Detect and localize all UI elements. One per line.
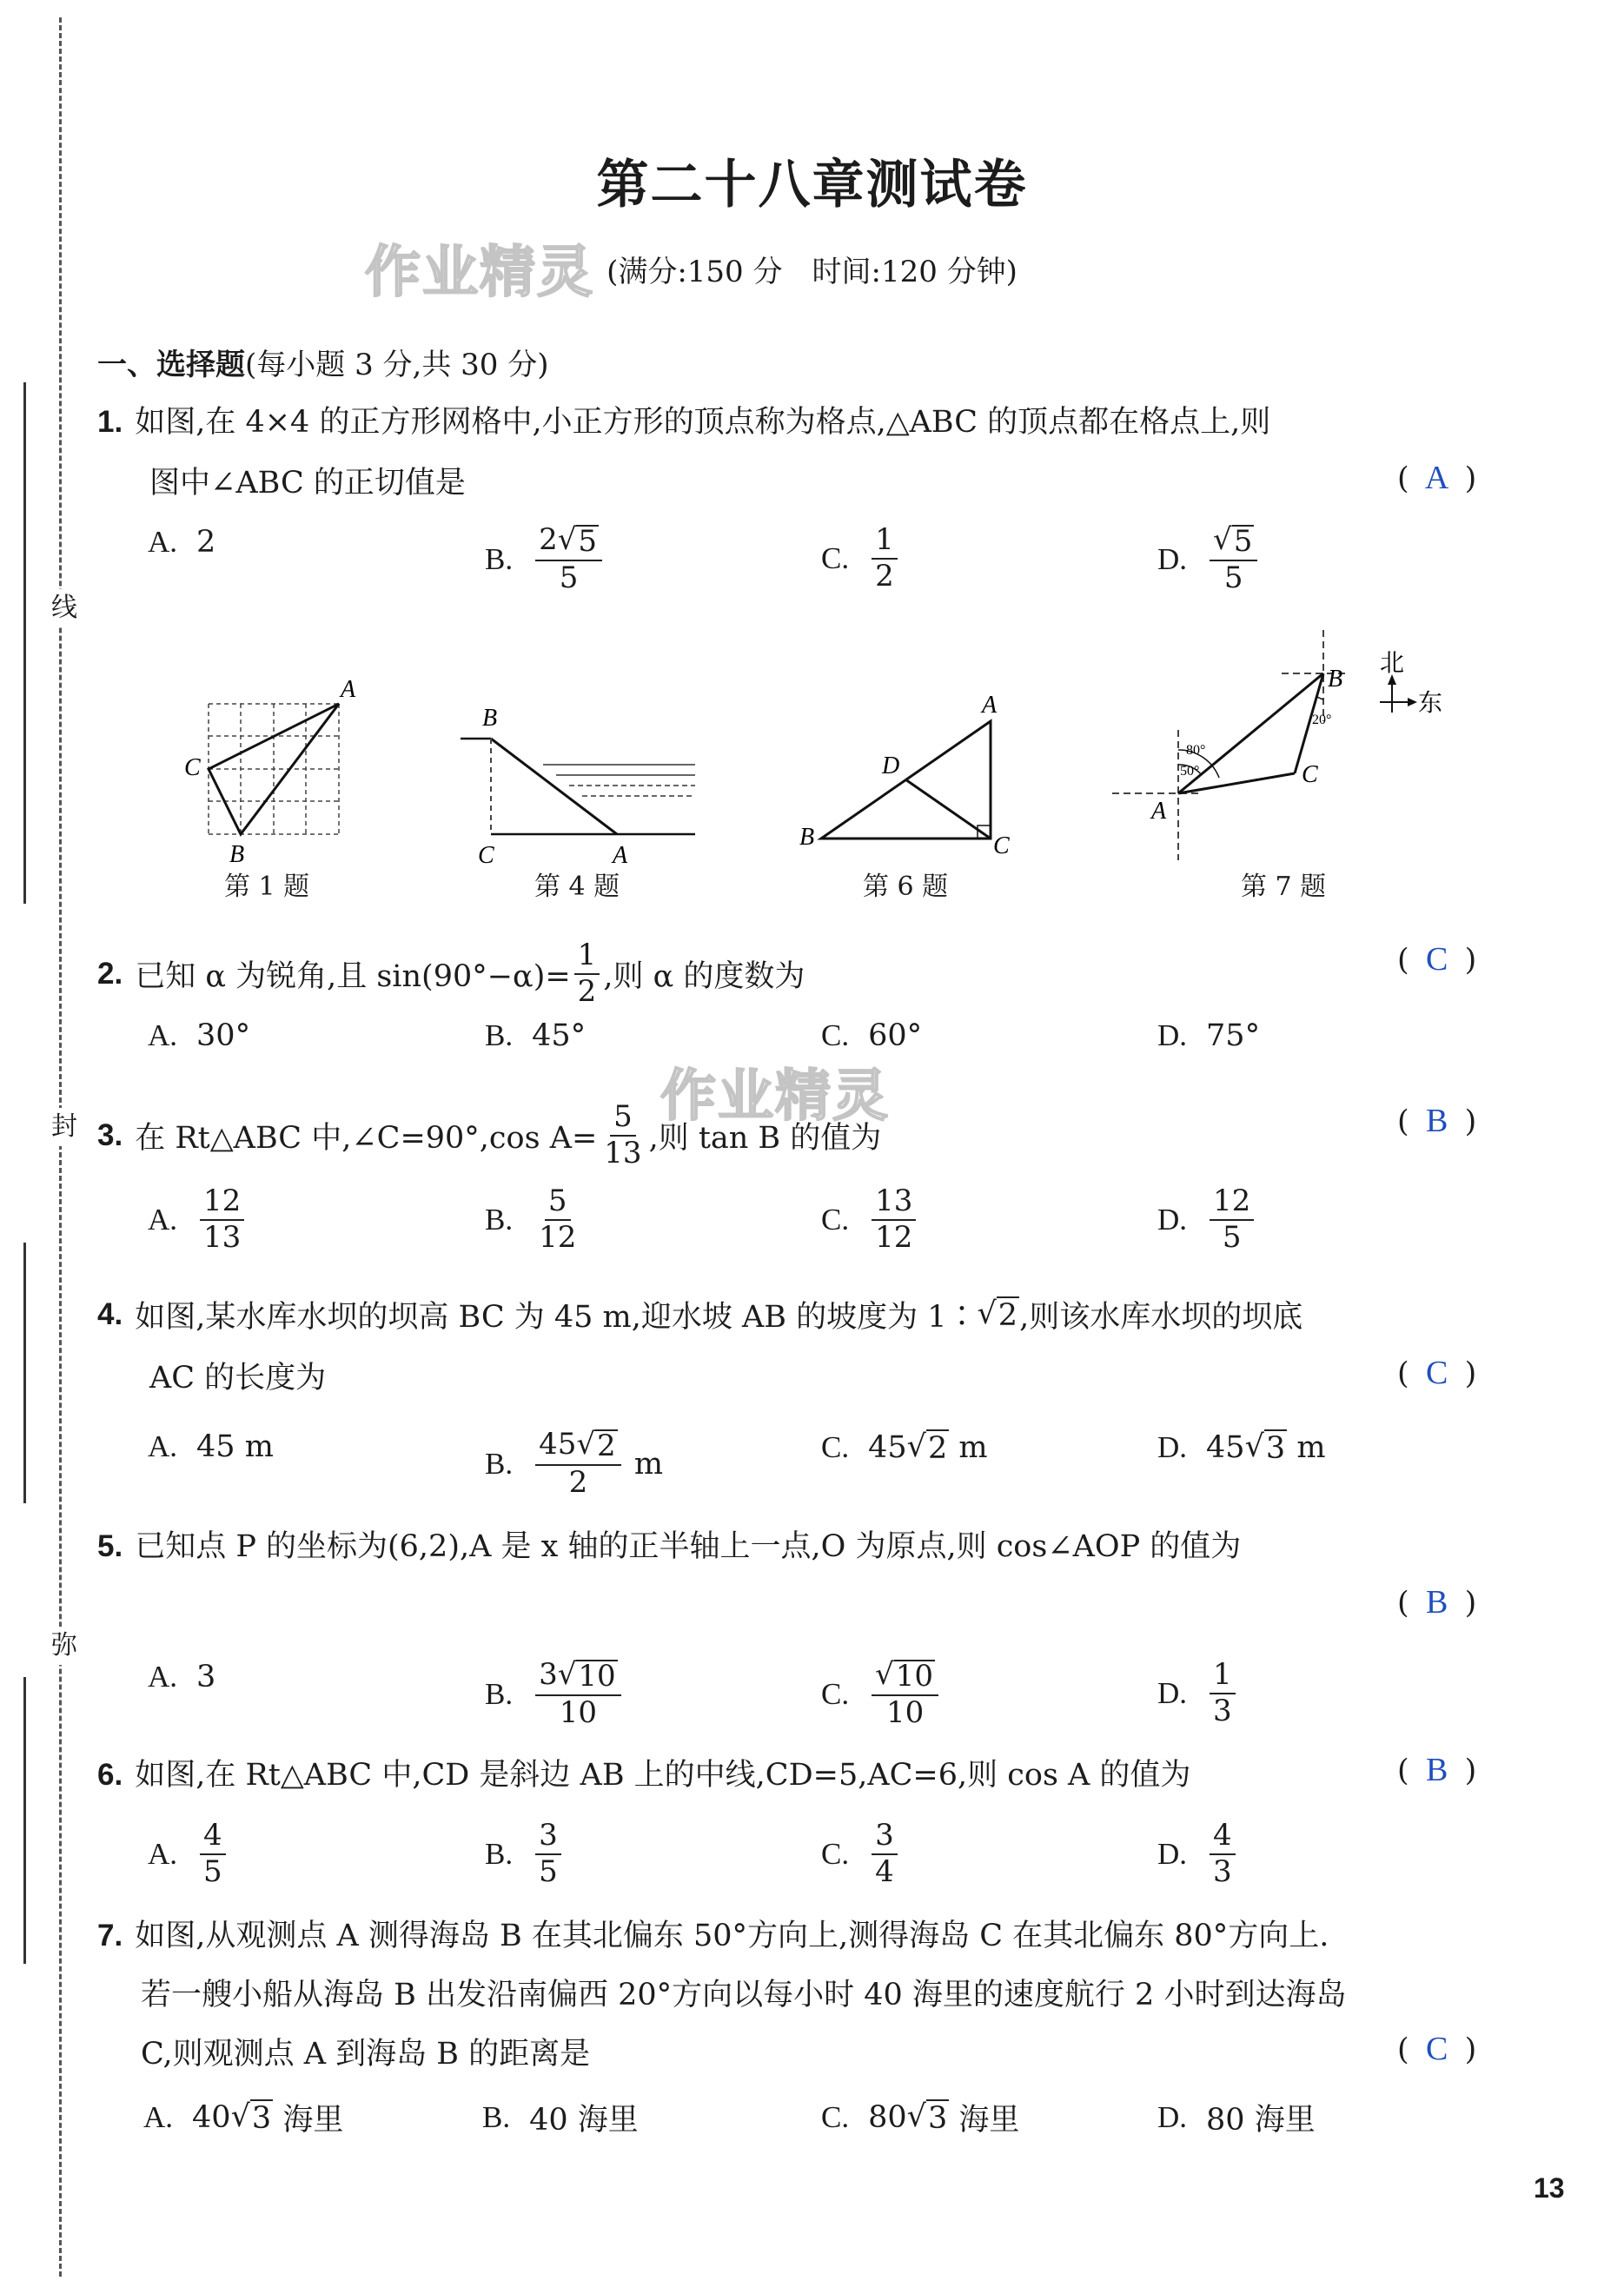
binding-char-close: 弥 <box>45 1627 83 1665</box>
option-d[interactable]: D. $\frac{12}{5}$ <box>1157 1186 1257 1253</box>
binding-solid-line <box>23 1677 26 1964</box>
figure-6 <box>795 686 1021 869</box>
question-7-text <box>97 1912 1329 1955</box>
option-b[interactable]: B. 2 √ 5 5 <box>485 525 606 593</box>
label-b: B <box>482 705 498 732</box>
option-d[interactable]: D. 75° <box>1157 1018 1261 1053</box>
fraction: $\frac{5}{13}$ <box>604 1099 642 1170</box>
figure-1 <box>174 669 374 869</box>
option-b[interactable]: B. 40 海里 <box>482 2100 639 2138</box>
label-d: D <box>882 753 900 779</box>
answer-letter: B <box>1425 1752 1448 1788</box>
answer-bracket: ( B ) <box>1397 1752 1477 1788</box>
question-number: 1. <box>97 405 123 439</box>
east-label: 东 <box>1418 690 1443 717</box>
question-stem-end: ,则 α 的度数为 <box>603 958 805 994</box>
question-number: 5. <box>97 1529 123 1563</box>
option-a[interactable]: A. 45 m <box>148 1429 274 1464</box>
question-stem: 如图,某水库水坝的坝高 BC 为 45 m,迎水坡 AB 的坡度为 1∶ <box>135 1300 978 1335</box>
label-a: A <box>1151 798 1167 825</box>
label-a: A <box>613 842 628 869</box>
question-number: 6. <box>97 1758 123 1792</box>
binding-char-line: 线 <box>45 589 83 627</box>
angle-20: 20° <box>1312 713 1332 727</box>
option-c[interactable]: C. $\frac{3}{4}$ <box>821 1820 901 1887</box>
watermark: 作业精灵 <box>660 1064 890 1129</box>
option-b[interactable]: B. 45 √ 2 2 m <box>485 1427 664 1500</box>
figure-6-caption: 第 6 题 <box>863 872 949 902</box>
question-stem-end: ,则 tan B 的值为 <box>648 1120 882 1156</box>
question-4-text-2: AC 的长度为 <box>149 1361 327 1396</box>
option-c[interactable]: C. $\frac{13}{12}$ <box>821 1186 919 1253</box>
question-stem: 已知 α 为锐角,且 sin(90°−α)= <box>135 958 571 994</box>
question-number: 3. <box>97 1117 123 1152</box>
option-a[interactable]: A. $\frac{4}{5}$ <box>148 1820 229 1887</box>
question-number: 2. <box>97 956 123 991</box>
angle-50: 50° <box>1180 764 1200 779</box>
page-title: 第二十八章测试卷 <box>596 155 1028 215</box>
question-2-text <box>97 940 805 1007</box>
north-label: 北 <box>1380 650 1405 677</box>
answer-bracket: ( B ) <box>1397 1103 1477 1139</box>
label-c: C <box>1302 761 1318 788</box>
answer-bracket: ( C ) <box>1397 2031 1477 2067</box>
answer-letter: B <box>1425 1584 1448 1621</box>
answer-letter: C <box>1425 2031 1448 2067</box>
label-b: B <box>1328 666 1343 693</box>
option-b[interactable]: B. $\frac{3}{5}$ <box>485 1820 565 1887</box>
option-a[interactable]: A. 30° <box>148 1018 251 1053</box>
fraction: √ 5 5 <box>1210 525 1257 593</box>
binding-solid-line <box>23 1243 26 1503</box>
option-a[interactable]: A. $\frac{12}{13}$ <box>148 1186 248 1253</box>
answer-bracket: ( C ) <box>1397 1355 1477 1391</box>
label-c: C <box>184 754 201 781</box>
option-c[interactable]: C. √ 10 10 <box>821 1660 942 1728</box>
option-c[interactable]: C. $\frac{1}{2}$ <box>821 525 901 592</box>
watermark: 作业精灵 <box>365 240 594 305</box>
answer-bracket: ( A ) <box>1397 460 1477 496</box>
page-number: 13 <box>1534 2172 1565 2204</box>
binding-solid-line <box>23 382 26 904</box>
label-c: C <box>993 832 1010 859</box>
option-d[interactable]: D. $\frac{1}{3}$ <box>1157 1660 1239 1727</box>
question-stem: 如图,从观测点 A 测得海岛 B 在其北偏东 50°方向上,测得海岛 C 在其北偏东 80°方向上. <box>135 1919 1329 1953</box>
binding-dashed-line <box>59 17 62 2277</box>
option-c[interactable]: C. 60° <box>821 1018 923 1053</box>
fraction: 2 √ 5 5 <box>535 525 602 593</box>
label-a: A <box>982 692 998 719</box>
question-6-text <box>97 1751 1190 1794</box>
section-label: 一、选择题 <box>97 348 245 382</box>
answer-bracket: ( C ) <box>1397 941 1477 978</box>
question-stem: 如图,在 Rt△ABC 中,CD 是斜边 AB 上的中线,CD=5,AC=6,则 cos A 的值为 <box>135 1758 1191 1793</box>
binding-char-seal: 封 <box>45 1108 83 1146</box>
answer-letter: C <box>1425 941 1448 978</box>
option-b[interactable]: B. $\frac{5}{12}$ <box>485 1183 577 1255</box>
fraction: $\frac{1}{2}$ <box>872 525 898 592</box>
option-b[interactable]: B. 45° <box>485 1018 587 1053</box>
question-4-text <box>97 1293 1303 1336</box>
question-7-text-3: C,则观测点 A 到海岛 B 的距离是 <box>141 2037 591 2072</box>
question-1-text <box>97 398 1270 441</box>
section-heading <box>97 341 548 383</box>
label-b: B <box>229 841 245 868</box>
exam-info: (满分:150 分 时间:120 分钟) <box>607 255 1017 289</box>
answer-letter: A <box>1424 460 1449 496</box>
question-1-text-2: 图中∠ABC 的正切值是 <box>149 466 466 501</box>
question-3-text <box>97 1099 882 1170</box>
question-stem: 如图,在 4×4 的正方形网格中,小正方形的顶点称为格点,△ABC 的顶点都在格点上,则 <box>135 405 1271 440</box>
label-a: A <box>341 676 356 703</box>
option-d[interactable]: D. √ 5 5 <box>1157 525 1261 593</box>
label-b: B <box>799 824 815 851</box>
option-value: 2 <box>196 525 216 560</box>
figure-4 <box>452 695 713 869</box>
sqrt: √ 2 <box>977 1296 1018 1333</box>
question-stem: 已知点 P 的坐标为(6,2),A 是 x 轴的正半轴上一点,O 为原点,则 cos∠AOP 的值为 <box>135 1529 1242 1564</box>
option-d[interactable]: D. 80 海里 <box>1157 2100 1316 2138</box>
option-a[interactable]: A. 2 <box>148 525 216 560</box>
answer-bracket: ( B ) <box>1397 1584 1477 1621</box>
option-c[interactable]: C. 80 √ 3 海里 <box>821 2099 1020 2138</box>
fraction: $\frac{1}{2}$ <box>574 940 600 1007</box>
option-a[interactable]: A. 3 <box>148 1660 216 1694</box>
option-b[interactable]: B. 3 √ 10 10 <box>485 1660 625 1728</box>
question-number: 4. <box>97 1297 123 1331</box>
answer-letter: C <box>1425 1355 1448 1391</box>
figure-7 <box>1112 626 1477 869</box>
question-stem-end: ,则该水库水坝的坝底 <box>1019 1300 1303 1335</box>
section-note: (每小题 3 分,共 30 分) <box>245 348 549 382</box>
question-5-text <box>97 1522 1241 1566</box>
figure-4-caption: 第 4 题 <box>534 872 620 902</box>
option-c[interactable]: C. 45 √ 2 m <box>821 1429 988 1466</box>
angle-80: 80° <box>1186 743 1206 758</box>
question-7-text-2: 若一艘小船从海岛 B 出发沿南偏西 20°方向以每小时 40 海里的速度航行 2 小时到达海岛 <box>141 1978 1347 2012</box>
answer-letter: B <box>1425 1103 1448 1139</box>
option-d[interactable]: D. $\frac{4}{3}$ <box>1157 1820 1239 1887</box>
option-a[interactable]: A. 40 √ 3 海里 <box>143 2099 344 2138</box>
figure-1-caption: 第 1 题 <box>224 872 310 902</box>
figure-7-caption: 第 7 题 <box>1241 872 1327 902</box>
option-d[interactable]: D. 45 √ 3 m <box>1157 1429 1326 1466</box>
question-number: 7. <box>97 1919 123 1953</box>
question-stem: 在 Rt△ABC 中,∠C=90°,cos A= <box>135 1120 598 1156</box>
label-c: C <box>478 842 494 869</box>
